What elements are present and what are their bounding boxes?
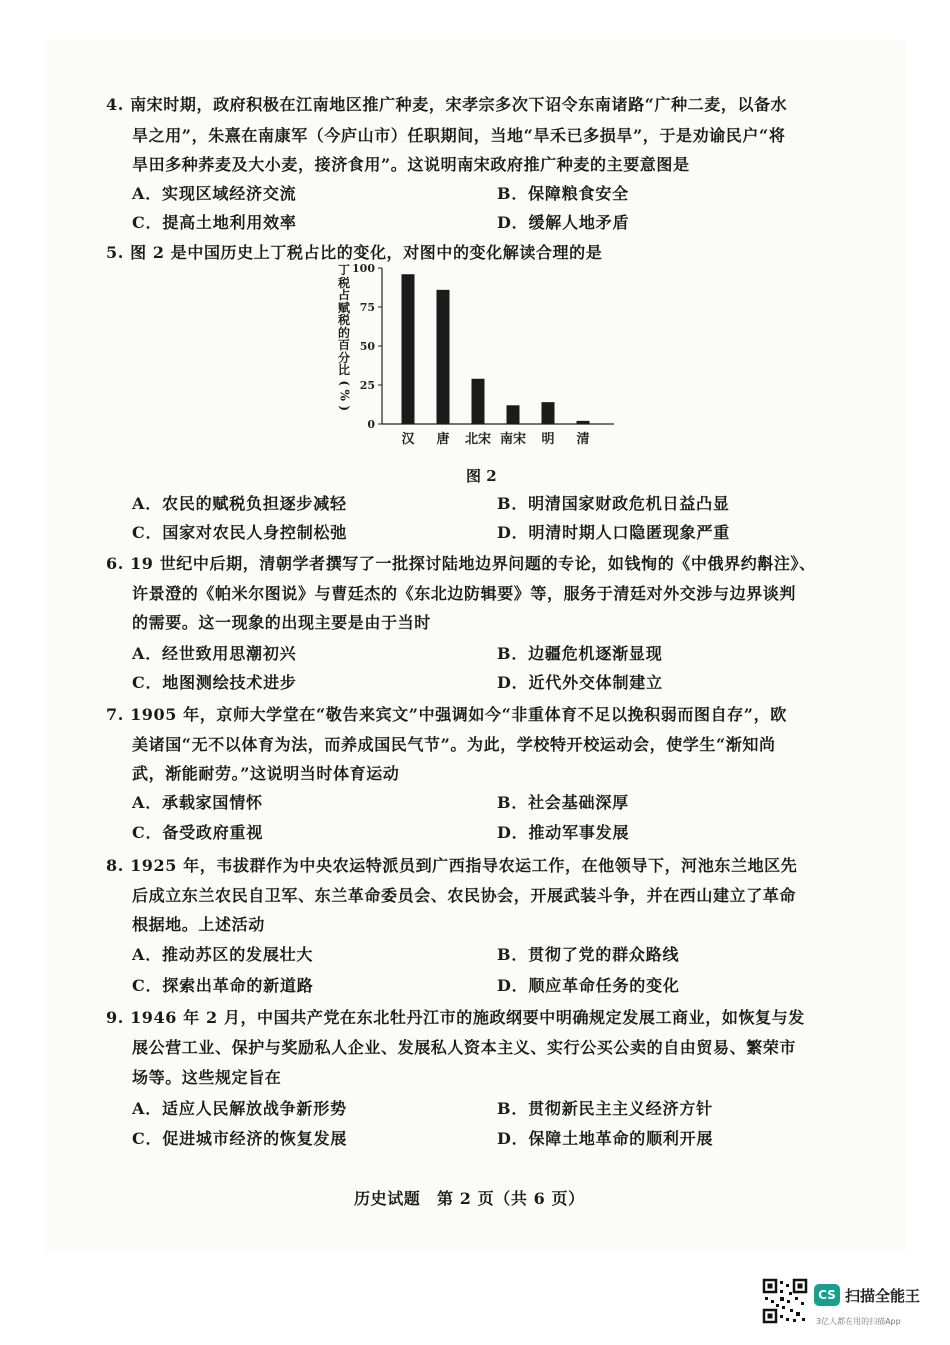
q7-line-3: 武，渐能耐劳。”这说明当时体育运动 — [132, 764, 400, 783]
x-category-label: 南宋 — [499, 432, 527, 447]
ylabel-char: ( — [337, 379, 352, 386]
q6-option-a: A．经世致用思潮初兴 — [132, 644, 297, 663]
ylabel-char: 比 — [337, 363, 350, 377]
y-tick-label: 25 — [359, 379, 375, 392]
x-category-label: 清 — [576, 432, 590, 447]
q9-option-b: B．贯彻新民主主义经济方针 — [497, 1099, 713, 1118]
y-tick-label: 50 — [359, 340, 375, 353]
q7-option-d: D．推动军事发展 — [497, 823, 630, 842]
scanner-logo-icon: CS — [814, 1284, 840, 1306]
q8-option-b: B．贯彻了党的群众路线 — [497, 945, 680, 964]
q9-option-d: D．保障土地革命的顺利开展 — [497, 1129, 714, 1148]
q5-option-c: C．国家对农民人身控制松弛 — [132, 523, 348, 542]
scanner-tagline: 3亿人都在用的扫描App — [816, 1317, 901, 1326]
figure-caption: 图 2 — [466, 467, 497, 485]
q9-line-1: 9. 1946 年 2 月，中国共产党在东北牡丹江市的施政纲要中明确规定发展工商业，如恢复与发 — [106, 1008, 805, 1027]
q6-line-1: 6. 19 世纪中后期，清朝学者撰写了一批探讨陆地边界问题的专论，如钱恂的《中俄界约斠注》、 — [106, 554, 816, 573]
q4-option-c: C．提高土地利用效率 — [132, 213, 297, 232]
ylabel-char: ) — [337, 404, 352, 411]
q8-line-2: 后成立东兰农民自卫军、东兰革命委员会、农民协会，开展武装斗争，并在西山建立了革命 — [132, 886, 797, 905]
q5-option-a: A．农民的赋税负担逐步减轻 — [132, 494, 347, 513]
ylabel-char: 税 — [337, 275, 350, 290]
y-tick-label: 100 — [352, 262, 375, 275]
q8-option-c: C．探索出革命的新道路 — [132, 976, 314, 995]
q7-option-b: B．社会基础深厚 — [497, 793, 629, 812]
ylabel-char: 赋 — [337, 300, 350, 315]
qr-code-icon — [762, 1278, 808, 1324]
q6-option-b: B．边疆危机逐渐显现 — [497, 644, 663, 663]
q6-option-c: C．地图测绘技术进步 — [132, 673, 297, 692]
q4-line-2: 旱之用”，朱熹在南康军（今庐山市）任职期间，当地“旱禾已多损旱”，于是劝谕民户“将 — [132, 126, 786, 145]
q9-line-3: 场等。这些规定旨在 — [132, 1068, 282, 1087]
scanner-brand: 扫描全能王 — [845, 1287, 921, 1305]
q4-option-d: D．缓解人地矛盾 — [497, 213, 630, 232]
q8-option-a: A．推动苏区的发展壮大 — [132, 945, 314, 964]
bar-5 — [577, 421, 590, 424]
x-category-label: 明 — [541, 432, 555, 447]
q7-line-1: 7. 1905 年，京师大学堂在“敬告来宾文”中强调如今“非重体育不足以挽积弱而图自存”，欧 — [106, 705, 787, 724]
q7-option-c: C．备受政府重视 — [132, 823, 264, 842]
q9-option-c: C．促进城市经济的恢复发展 — [132, 1129, 348, 1148]
ylabel-char: 税 — [337, 313, 350, 327]
ylabel-char: % — [337, 389, 352, 401]
bar-4 — [542, 402, 555, 424]
q6-option-d: D．近代外交体制建立 — [497, 673, 663, 692]
x-category-label: 北宋 — [464, 432, 492, 447]
x-category-label: 唐 — [436, 432, 450, 447]
tax-chart — [352, 258, 622, 450]
q4-option-a: A．实现区域经济交流 — [132, 184, 297, 203]
bar-3 — [507, 405, 520, 424]
chart-ylabel — [336, 264, 352, 414]
bar-1 — [437, 290, 450, 424]
ylabel-char: 的 — [337, 325, 350, 340]
bar-2 — [472, 379, 485, 424]
ylabel-char: 百 — [337, 338, 350, 352]
ylabel-char: 分 — [337, 350, 350, 365]
y-tick-label: 0 — [367, 418, 375, 431]
q7-line-2: 美诸国“无不以体育为法，而养成国民气节”。为此，学校特开校运动会，使学生“渐知尚 — [132, 735, 776, 754]
q4-line-3: 旱田多种荞麦及大小麦，接济食用”。这说明南宋政府推广种麦的主要意图是 — [132, 155, 690, 174]
q8-line-3: 根据地。上述活动 — [132, 915, 265, 934]
q9-option-a: A．适应人民解放战争新形势 — [132, 1099, 347, 1118]
q4-line-1: 4. 南宋时期，政府积极在江南地区推广种麦，宋孝宗多次下诏令东南诸路“广种二麦，以备水 — [106, 95, 788, 114]
page-footer: 历史试题 第 2 页（共 6 页） — [354, 1189, 585, 1208]
ylabel-char: 丁 — [337, 263, 350, 277]
q9-line-2: 展公营工业、保护与奖励私人企业、发展私人资本主义、实行公买公卖的自由贸易、繁荣市 — [132, 1038, 797, 1057]
y-tick-label: 75 — [359, 301, 375, 314]
bar-0 — [402, 274, 415, 424]
ylabel-char: 占 — [337, 288, 350, 302]
q5-line-1: 5. 图 2 是中国历史上丁税占比的变化，对图中的变化解读合理的是 — [106, 243, 603, 262]
q8-line-1: 8. 1925 年，韦拔群作为中央农运特派员到广西指导农运工作，在他领导下，河池东兰地区先 — [106, 856, 798, 875]
q4-option-b: B．保障粮食安全 — [497, 184, 629, 203]
q6-line-2: 许景澄的《帕米尔图说》与曹廷杰的《东北边防辑要》等，服务于清廷对外交涉与边界谈判 — [132, 584, 797, 603]
q6-line-3: 的需要。这一现象的出现主要是由于当时 — [132, 613, 431, 632]
q7-option-a: A．承载家国情怀 — [132, 793, 263, 812]
q5-option-d: D．明清时期人口隐匿现象严重 — [497, 523, 731, 542]
q5-option-b: B．明清国家财政危机日益凸显 — [497, 494, 730, 513]
q8-option-d: D．顺应革命任务的变化 — [497, 976, 680, 995]
x-category-label: 汉 — [401, 432, 415, 447]
